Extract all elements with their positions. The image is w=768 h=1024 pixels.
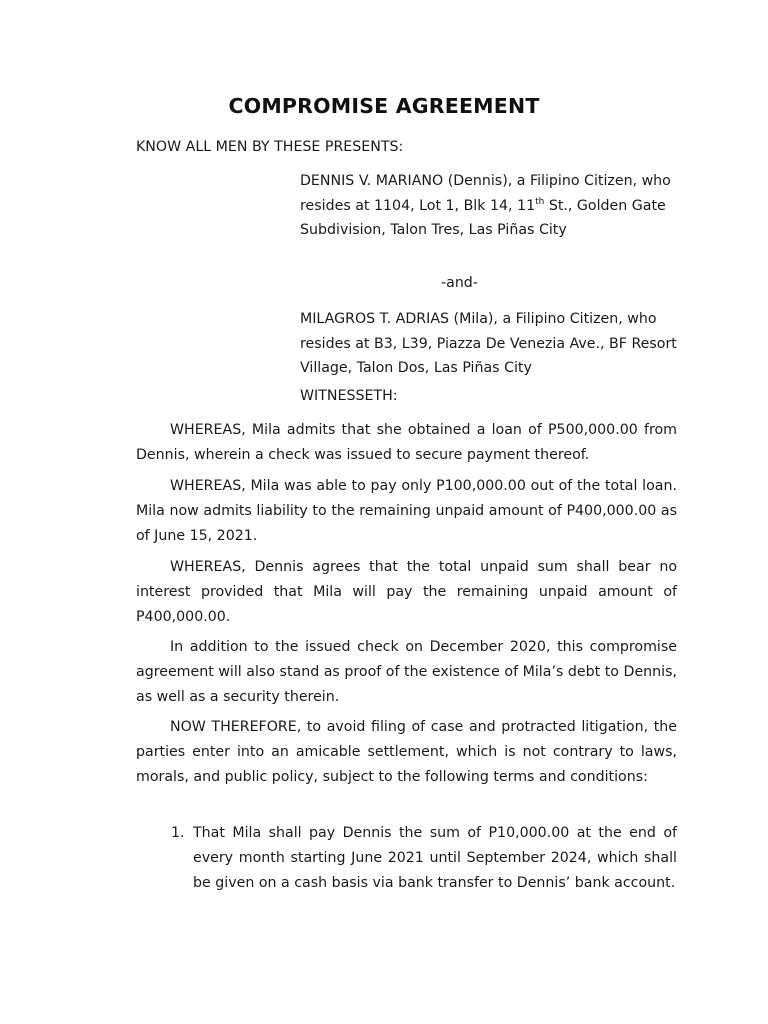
party-dennis <box>300 169 680 243</box>
ordinal-suffix: th <box>535 196 545 207</box>
now-therefore-paragraph: NOW THEREFORE, to avoid filing of case and protracted litigation, the parties enter into an amicable settlement, which is not contrary to laws, morals, and public policy, subject to the following terms and conditions: <box>136 719 677 785</box>
whereas-paragraph-no-interest: WHEREAS, Dennis agrees that the total unpaid sum shall bear no interest provided that Mila will pay the remaining unpaid amount of P400,000.00. <box>136 559 677 625</box>
document-title: COMPROMISE AGREEMENT <box>228 94 540 118</box>
term-item <box>171 821 677 896</box>
term-number: 1. <box>171 825 185 841</box>
whereas-paragraph-loan: WHEREAS, Mila admits that she obtained a loan of P500,000.00 from Dennis, wherein a check was issued to secure payment thereof. <box>136 422 677 463</box>
term-text: That Mila shall pay Dennis the sum of P10,000.00 at the end of every month starting June 2021 until September 2024, which shall be given on a cash basis via bank transfer to Dennis’ bank account. <box>193 825 677 891</box>
whereas-paragraph-partial-payment: WHEREAS, Mila was able to pay only P100,000.00 out of the total loan. Mila now admits liability to the remaining unpaid amount of P400,000.00 as of June 15, 2021. <box>136 478 677 544</box>
witnesseth-heading: WITNESSETH: <box>300 388 398 404</box>
conjunction: -and- <box>441 275 478 291</box>
party-mila: MILAGROS T. ADRIAS (Mila), a Filipino Citizen, who resides at B3, L39, Piazza De Venezia Ave., BF Resort Village, Talon Dos, Las Piñas City <box>300 311 677 376</box>
intro-line: KNOW ALL MEN BY THESE PRESENTS: <box>136 139 404 155</box>
paragraph-proof-of-debt: In addition to the issued check on December 2020, this compromise agreement will also stand as proof of the existence of Mila’s debt to Dennis, as well as a security therein. <box>136 639 677 705</box>
party-dennis-text-cont: St., Golden Gate Subdivision, Talon Tres, Las Piñas City <box>300 197 666 238</box>
party-dennis-text: DENNIS V. MARIANO (Dennis), a Filipino Citizen, who resides at 1104, Lot 1, Blk 14, 11 <box>300 173 671 214</box>
